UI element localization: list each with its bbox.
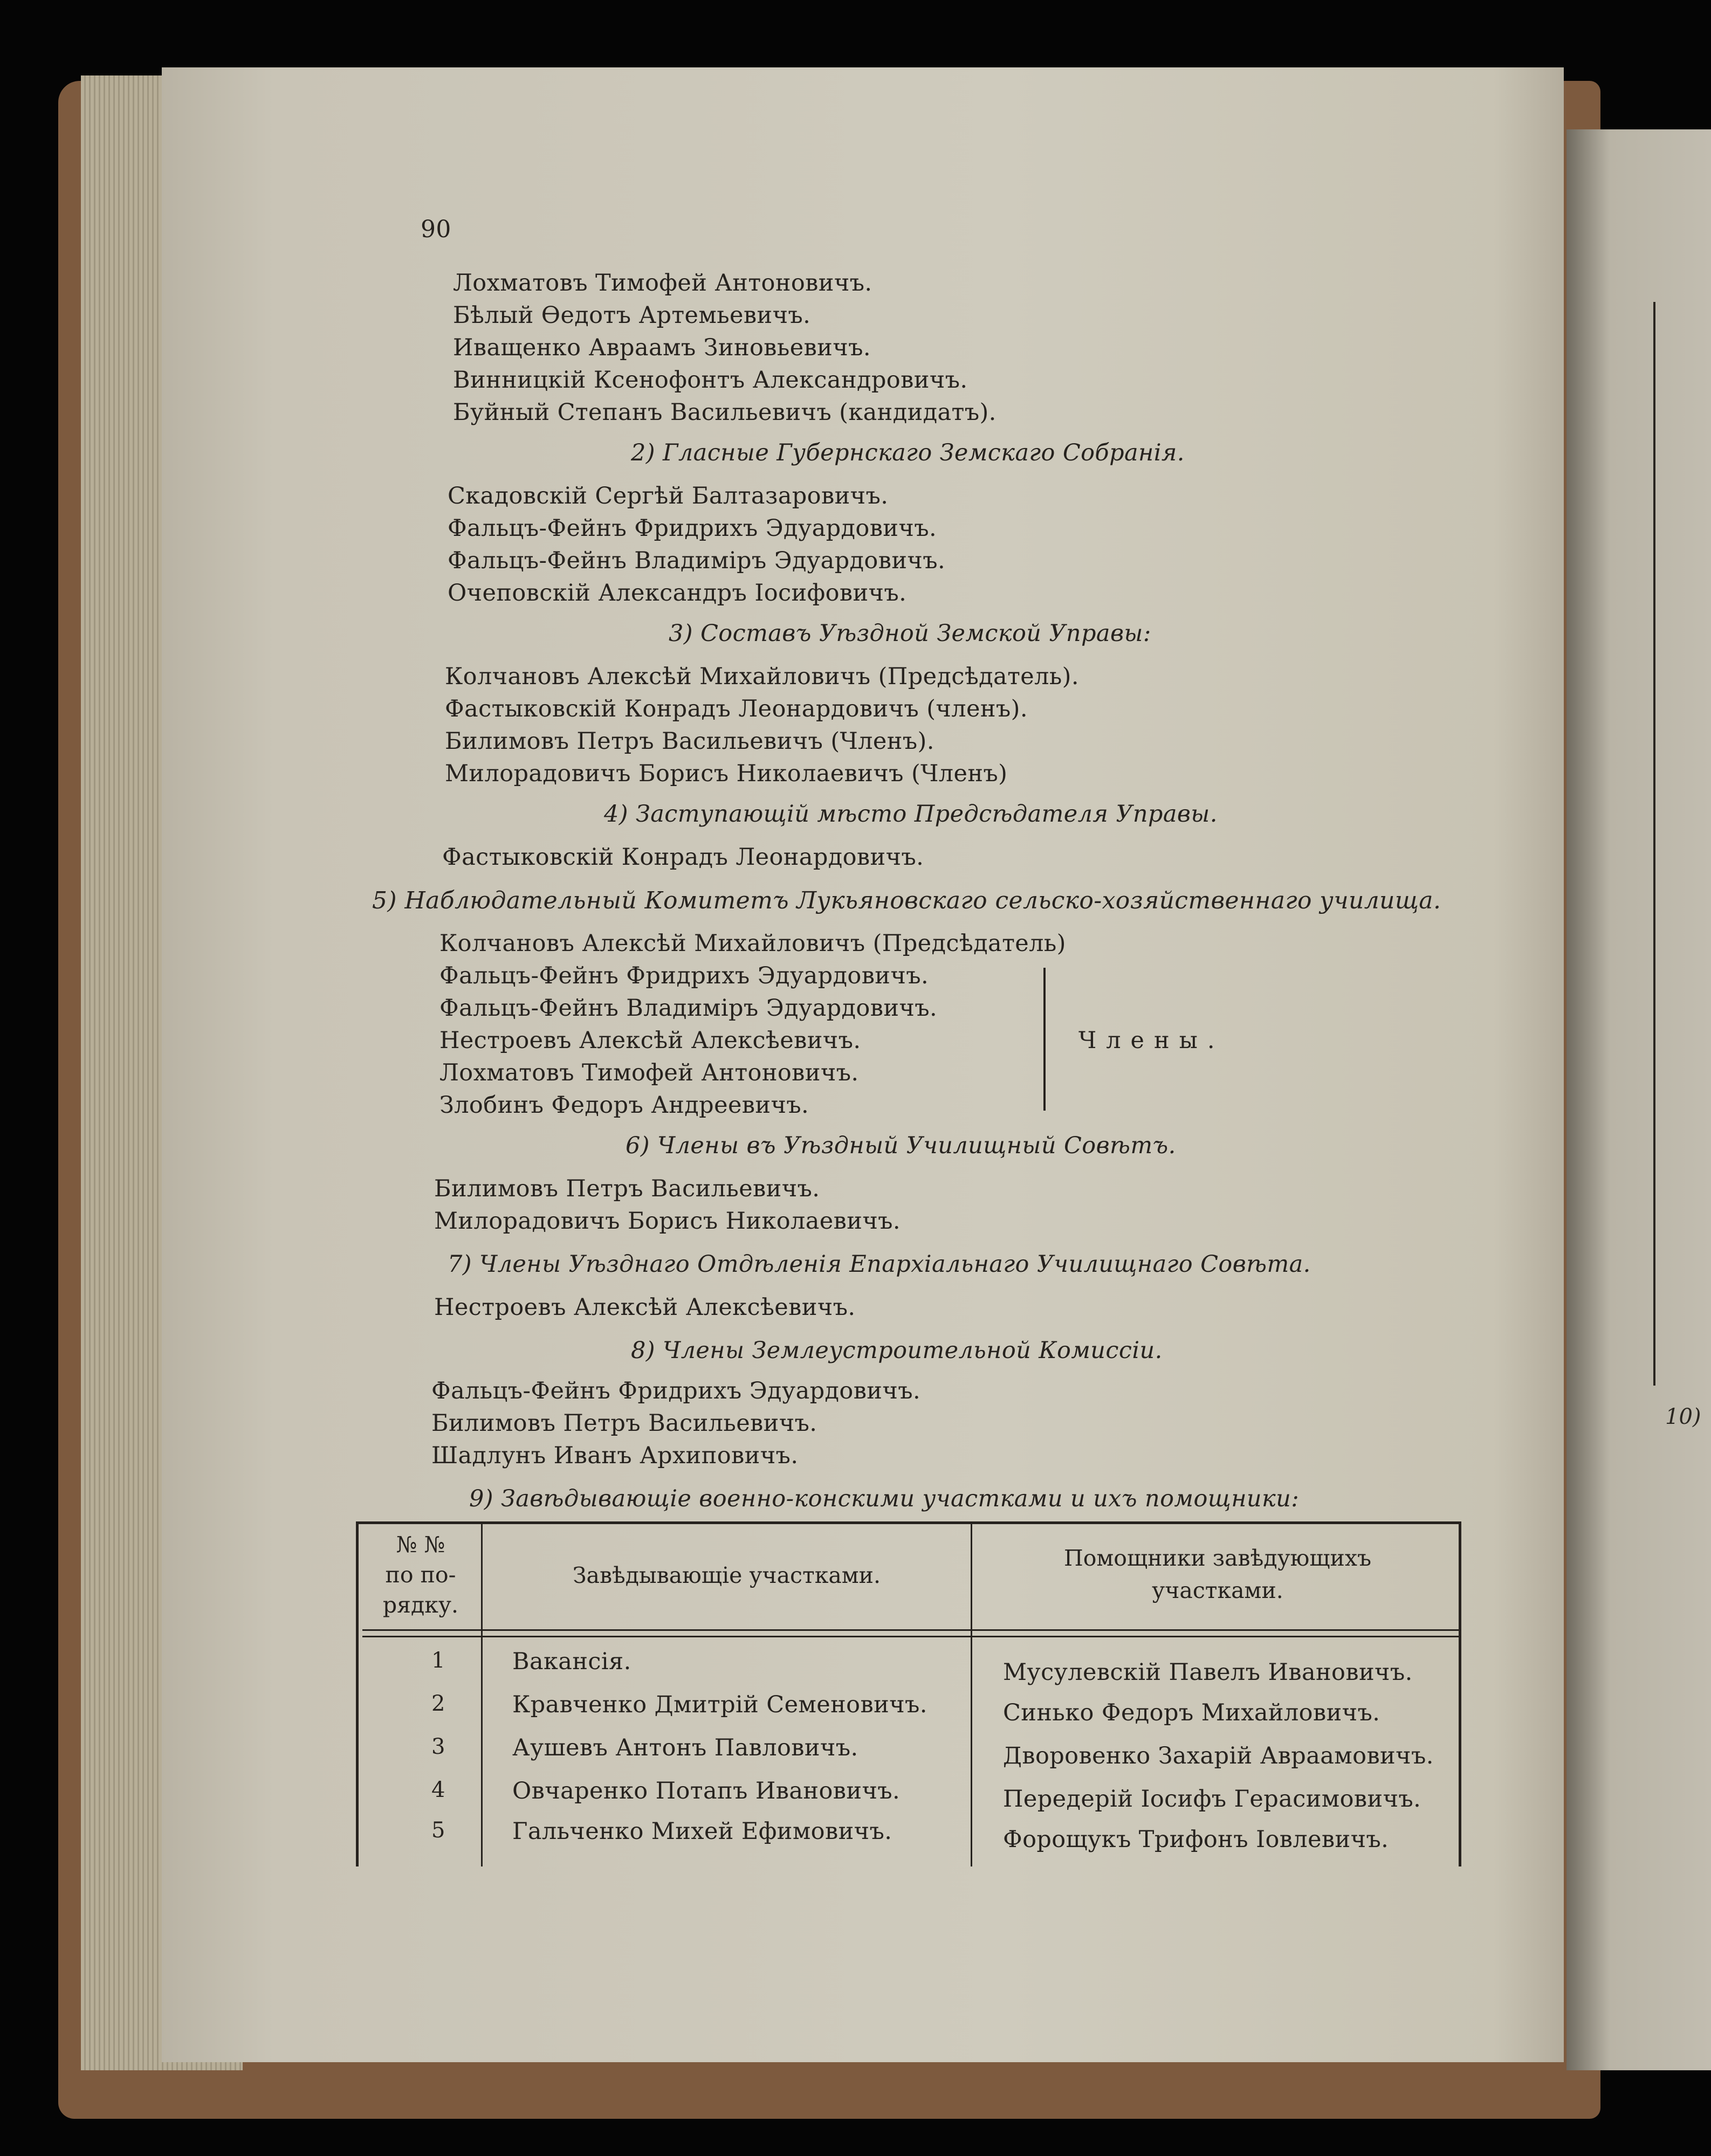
list-item: Фастыковскій Конрадъ Леонардовичъ. xyxy=(442,844,924,871)
list-item: Винницкій Ксенофонтъ Александровичъ. xyxy=(453,367,968,394)
list-item: Фальцъ-Фейнъ Фридрихъ Эдуардовичъ. xyxy=(431,1377,921,1404)
assistant-name: Синько Федоръ Михайловичъ. xyxy=(1003,1699,1380,1726)
list-item: Фальцъ-Фейнъ Владиміръ Эдуардовичъ. xyxy=(439,995,938,1022)
manager-name: Гальченко Михей Ефимовичъ. xyxy=(512,1818,892,1845)
list-item: Фальцъ-Фейнъ Владиміръ Эдуардовичъ. xyxy=(448,547,946,574)
table-rule xyxy=(362,1629,1460,1631)
manager-name: Кравченко Дмитрій Семеновичъ. xyxy=(512,1691,927,1718)
assistant-name: Дворовенко Захарій Авраамовичъ. xyxy=(1003,1742,1434,1769)
list-item: Милорадовичъ Борисъ Николаевичъ. xyxy=(434,1208,901,1235)
list-item: Билимовъ Петръ Васильевичъ. xyxy=(431,1410,817,1437)
list-item: Фальцъ-Фейнъ Фридрихъ Эдуардовичъ. xyxy=(439,962,929,989)
section-heading: 8) Члены Землеустроительной Комиссіи. xyxy=(631,1337,1163,1364)
section-heading: 3) Составъ Уѣздной Земской Управы: xyxy=(669,620,1151,647)
header-assistants: участками. xyxy=(1152,1578,1283,1603)
list-item: Фастыковскій Конрадъ Леонардовичъ (членъ). xyxy=(445,695,1028,722)
section-heading: 6) Члены въ Уѣздный Училищный Совѣтъ. xyxy=(626,1132,1176,1159)
group-label: Члены. xyxy=(1078,1027,1225,1054)
list-item: Лохматовъ Тимофей Антоновичъ. xyxy=(439,1059,859,1086)
district-table xyxy=(356,1521,1461,1866)
section-heading: 5) Наблюдательный Комитетъ Лукьяновскаго сельско-хозяйственнаго училища. xyxy=(372,887,1441,914)
table-rule xyxy=(971,1521,972,1866)
row-number: 2 xyxy=(431,1691,445,1716)
list-item: Фальцъ-Фейнъ Фридрихъ Эдуардовичъ. xyxy=(448,515,937,542)
section-heading: 9) Завѣдывающіе военно-конскими участками и ихъ помощники: xyxy=(469,1485,1300,1512)
list-item: Шадлунъ Иванъ Архиповичъ. xyxy=(431,1442,799,1469)
table-rule xyxy=(356,1521,1461,1524)
list-item: Лохматовъ Тимофей Антоновичъ. xyxy=(453,270,872,297)
assistant-name: Форощукъ Трифонъ Іовлевичъ. xyxy=(1003,1826,1389,1853)
right-page-rule xyxy=(1653,302,1655,1386)
row-number: 1 xyxy=(431,1648,445,1673)
table-rule xyxy=(1459,1521,1461,1866)
assistant-name: Передерій Іосифъ Герасимовичъ. xyxy=(1003,1786,1421,1813)
list-item: Иващенко Авраамъ Зиновьевичъ. xyxy=(453,334,871,361)
section-heading: 4) Заступающій мѣсто Предсѣдателя Управы. xyxy=(604,801,1218,828)
list-item: Нестроевъ Алексѣй Алексѣевичъ. xyxy=(434,1294,856,1321)
list-item: Бѣлый Ѳедотъ Артемьевичъ. xyxy=(453,302,811,329)
manager-name: Аушевъ Антонъ Павловичъ. xyxy=(512,1734,858,1761)
list-item: Злобинъ Федоръ Андреевичъ. xyxy=(439,1092,809,1119)
assistant-name: Мусулевскій Павелъ Ивановичъ. xyxy=(1003,1659,1413,1686)
table-rule xyxy=(481,1521,483,1866)
list-item: Нестроевъ Алексѣй Алексѣевичъ. xyxy=(439,1027,861,1054)
section-heading: 7) Члены Уѣзднаго Отдѣленія Епархіальнаго Училищнаго Совѣта. xyxy=(448,1251,1311,1278)
list-item: Очеповскій Александръ Іосифовичъ. xyxy=(448,580,907,607)
header-number-line: рядку. xyxy=(382,1592,459,1618)
row-number: 5 xyxy=(431,1818,445,1843)
list-item: Буйный Степанъ Васильевичъ (кандидатъ). xyxy=(453,399,997,426)
list-item: Колчановъ Алексѣй Михайловичъ (Предсѣдатель). xyxy=(445,663,1079,690)
list-item: Билимовъ Петръ Васильевичъ. xyxy=(434,1175,820,1202)
header-managers: Завѣдывающіе участками. xyxy=(572,1562,881,1588)
list-item: Колчановъ Алексѣй Михайловичъ (Предсѣдатель) xyxy=(439,930,1066,957)
right-page xyxy=(1566,129,1711,2070)
header-number-line: по по- xyxy=(385,1562,456,1588)
section-heading: 2) Гласные Губернскаго Земскаго Собранія. xyxy=(631,439,1185,466)
page-number: 90 xyxy=(421,216,451,243)
group-bracket xyxy=(1043,968,1046,1111)
header-assistants: Помощники завѣдующихъ xyxy=(1063,1545,1372,1571)
row-number: 3 xyxy=(431,1734,445,1759)
list-item: Милорадовичъ Борисъ Николаевичъ (Членъ) xyxy=(445,760,1008,787)
list-item: Скадовскій Сергѣй Балтазаровичъ. xyxy=(448,483,889,509)
right-page-fragment: 10) xyxy=(1665,1404,1701,1429)
table-rule xyxy=(356,1521,359,1866)
list-item: Билимовъ Петръ Васильевичъ (Членъ). xyxy=(445,728,934,755)
row-number: 4 xyxy=(431,1778,445,1802)
header-number-line: № № xyxy=(396,1532,445,1558)
manager-name: Вакансія. xyxy=(512,1648,631,1675)
table-rule xyxy=(362,1636,1460,1637)
manager-name: Овчаренко Потапъ Ивановичъ. xyxy=(512,1778,901,1804)
